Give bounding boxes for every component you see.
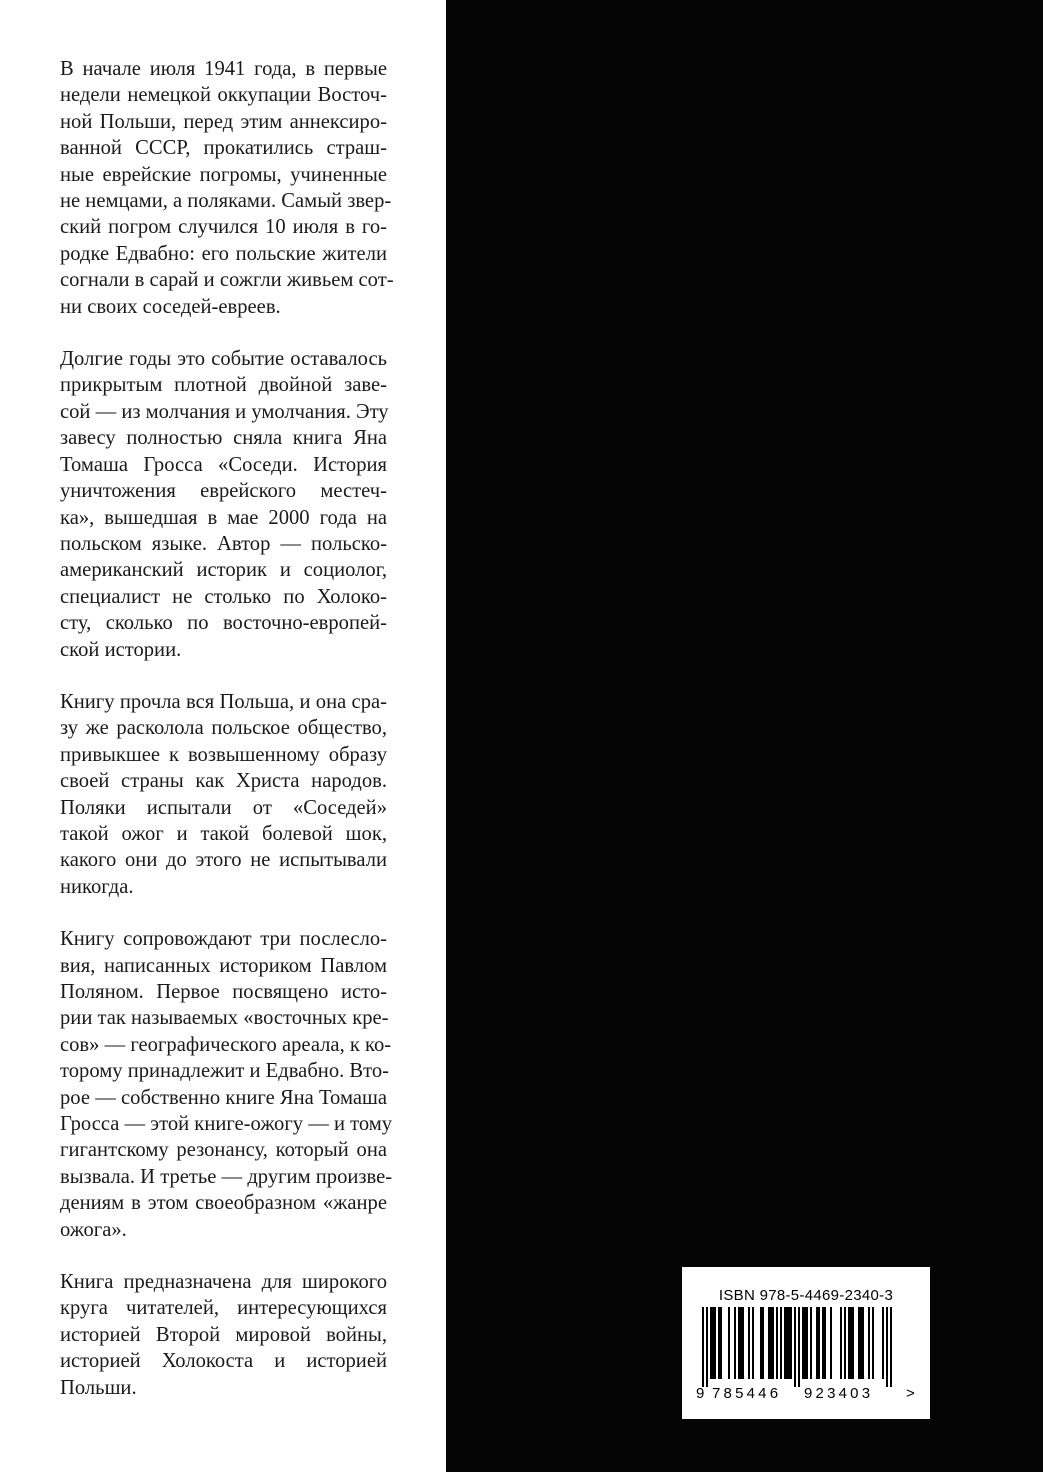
text-line: рии так называемых «восточных кре- (60, 1007, 389, 1030)
text-line: историей Холокоста и историей (60, 1350, 387, 1373)
text-line: Книгу сопровождают три послесло- (60, 928, 387, 951)
isbn-label: ISBN 978-5-4469-2340-3 (718, 1287, 894, 1304)
description-paragraph-2 (60, 346, 387, 663)
text-line: уничтожения еврейского местеч- (60, 480, 387, 503)
barcode-bar (830, 1307, 832, 1379)
text-line: сой — из молчания и умолчания. Эту (60, 400, 389, 423)
barcode-bar (798, 1307, 800, 1387)
text-line: ской истории. (60, 638, 182, 661)
barcode-bar (728, 1307, 730, 1379)
text-line: вызвала. И третье — другим произве- (60, 1165, 393, 1188)
barcode-bar (714, 1307, 716, 1379)
barcode-bar (804, 1307, 806, 1379)
barcode-bar (886, 1307, 888, 1387)
barcode-bar (760, 1307, 762, 1379)
barcode-bar (860, 1307, 862, 1379)
text-line: Книга предназначена для широкого (60, 1271, 387, 1294)
barcode-bar (742, 1307, 744, 1379)
isbn-barcode (682, 1267, 930, 1419)
text-line: прикрытым плотной двойной заве- (60, 374, 387, 397)
barcode-bar (712, 1307, 714, 1379)
text-line: Долгие годы это событие оставалось (60, 348, 387, 371)
barcode-bar (720, 1307, 722, 1379)
barcode-bar (710, 1307, 712, 1379)
text-line: завесу полностью сняла книга Яна (60, 427, 387, 450)
text-line: какого они до этого не испытывали (60, 849, 387, 872)
text-line: сов» — географического ареала, к ко- (60, 1033, 392, 1056)
text-line: Поляки испытали от «Соседей» (60, 796, 387, 819)
description-paragraph-3 (60, 689, 387, 900)
text-line: зу же расколола польское общество, (60, 717, 387, 740)
barcode-bar (752, 1307, 754, 1379)
text-line: вия, написанных историком Павлом (60, 954, 387, 977)
text-line: торому принадлежит и Едвабно. Вто- (60, 1060, 390, 1083)
barcode-bar (844, 1307, 846, 1379)
text-line: гигантскому резонансу, который она (60, 1139, 387, 1162)
barcode-bar (794, 1307, 796, 1387)
text-line: ванной СССР, прокатились страш- (60, 137, 387, 160)
barcode-bar (806, 1307, 808, 1379)
barcode-bar (748, 1307, 750, 1379)
barcode-bar (822, 1307, 824, 1379)
barcode-bar (784, 1307, 786, 1379)
text-line: Книгу прочла вся Польша, и она сра- (60, 690, 387, 713)
barcode-bars (702, 1307, 910, 1389)
text-line: ные еврейские погромы, учиненные (60, 163, 387, 186)
text-line: В начале июля 1941 года, в первые (60, 58, 387, 80)
description-column (60, 56, 394, 1427)
barcode-bar (810, 1307, 812, 1379)
barcode-bar (770, 1307, 772, 1379)
barcode-bar (788, 1307, 790, 1379)
text-line: такой ожог и такой болевой шок, (60, 822, 387, 845)
barcode-bar (772, 1307, 774, 1379)
text-line: привыкшее к возвышенному образу (60, 743, 387, 766)
text-line: никогда. (60, 875, 134, 898)
barcode-bar (702, 1307, 704, 1387)
text-line: польском языке. Автор — польско- (60, 532, 387, 555)
barcode-bar (790, 1307, 792, 1379)
barcode-bar (780, 1307, 782, 1379)
text-line: не немцами, а поляками. Самый звер- (60, 190, 392, 213)
text-line: недели немецкой оккупации Восточ- (60, 84, 387, 107)
text-line: ожога». (60, 1218, 127, 1241)
barcode-bar (706, 1307, 708, 1387)
barcode-left-digits: 785446 (712, 1385, 782, 1402)
barcode-bar (718, 1307, 720, 1379)
barcode-bar (882, 1307, 884, 1379)
text-line: Польши. (60, 1376, 137, 1399)
barcode-bar (840, 1307, 842, 1379)
barcode-bar (852, 1307, 854, 1379)
barcode-bar (734, 1307, 736, 1379)
text-line: ка», вышедшая в мае 2000 года на (60, 506, 387, 529)
barcode-bar (872, 1307, 874, 1379)
barcode-bar (816, 1307, 818, 1379)
text-line: Гросса — этой книге-ожогу — и тому (60, 1113, 393, 1136)
barcode-bar (738, 1307, 740, 1379)
text-line: американский историк и социолог, (60, 559, 387, 582)
barcode-arrow: > (906, 1385, 915, 1402)
barcode-bar (786, 1307, 788, 1379)
barcode-bar (862, 1307, 864, 1379)
text-line: Томаша Гросса «Соседи. История (60, 453, 387, 476)
text-line: ни своих соседей-евреев. (60, 295, 281, 318)
barcode-right-digits: 923403 (804, 1385, 874, 1402)
text-line: своей страны как Христа народов. (60, 770, 387, 793)
barcode-bar (868, 1307, 870, 1379)
barcode-bar (850, 1307, 852, 1379)
barcode-bar (848, 1307, 850, 1379)
description-paragraph-5 (60, 1269, 387, 1401)
barcode-bar (768, 1307, 770, 1379)
text-line: дениям в этом своеобразном «жанре (60, 1192, 387, 1215)
text-line: рое — собственно книге Яна Томаша (60, 1086, 387, 1109)
barcode-bar (762, 1307, 764, 1379)
barcode-bar (818, 1307, 820, 1379)
barcode-bar (802, 1307, 804, 1379)
text-line: историей Второй мировой войны, (60, 1323, 387, 1346)
barcode-bar (858, 1307, 860, 1379)
barcode-bar (740, 1307, 742, 1379)
description-paragraph-4 (60, 926, 393, 1243)
description-paragraph-1 (60, 56, 394, 320)
text-line: Поляном. Первое посвящено исто- (60, 981, 387, 1003)
text-line: согнали в сарай и сожгли живьем сот- (60, 269, 394, 292)
text-line: ский погром случился 10 июля в го- (60, 216, 387, 239)
text-line: специалист не столько по Холоко- (60, 585, 387, 608)
text-line: ной Польши, перед этим аннексиро- (60, 110, 387, 133)
barcode-bar (776, 1307, 778, 1379)
dark-panel (446, 0, 1043, 1472)
text-line: родке Едвабно: его польские жители (60, 242, 387, 265)
text-line: сту, сколько по восточно-европей- (60, 612, 387, 635)
text-line: круга читателей, интересующихся (60, 1297, 387, 1320)
barcode-bar (824, 1307, 826, 1379)
barcode-bar (890, 1307, 892, 1387)
barcode-lead-digit: 9 (696, 1385, 705, 1402)
